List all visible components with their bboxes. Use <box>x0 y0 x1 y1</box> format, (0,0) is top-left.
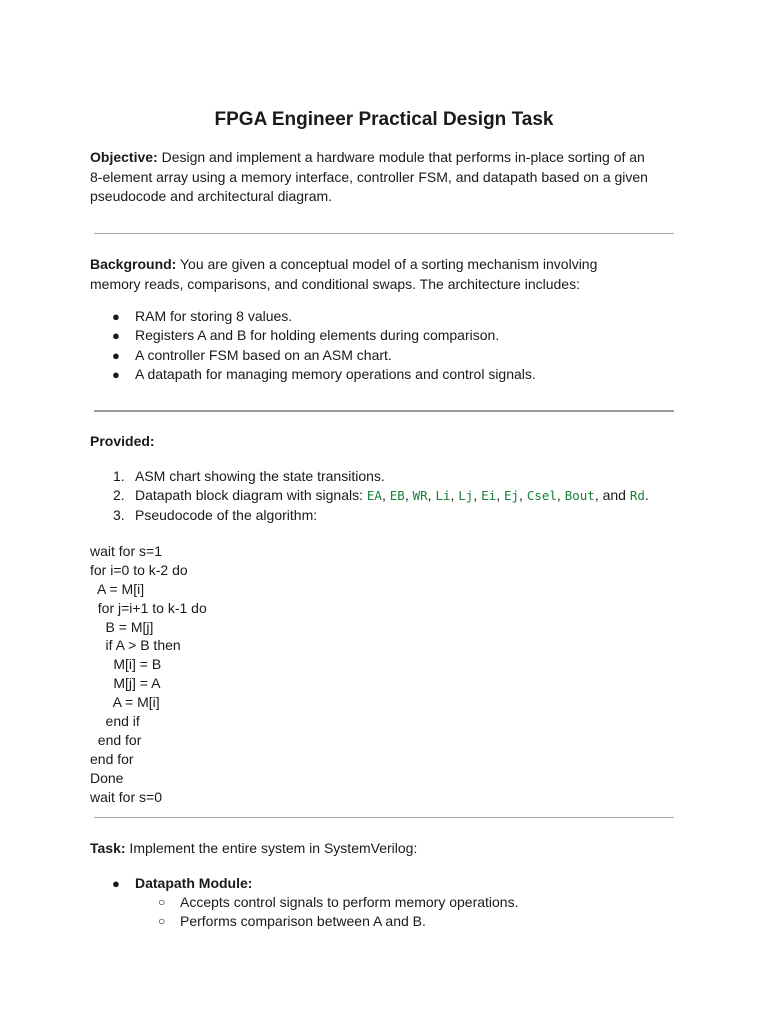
code-line: end if <box>90 713 140 730</box>
bullet-icon: ● <box>112 309 120 324</box>
provided-heading <box>90 432 650 452</box>
bullet-icon: ● <box>112 347 120 363</box>
code-line: end for <box>90 750 134 767</box>
signal-csel: Csel <box>526 488 557 504</box>
code-line: wait for s=1 <box>90 543 162 559</box>
provided-label: Provided: <box>90 433 155 449</box>
datapath-module-label: Datapath Module: <box>135 875 253 891</box>
signal-eb: EB <box>389 488 405 504</box>
bullet-icon: ● <box>112 876 120 891</box>
background-paragraph <box>90 255 650 294</box>
background-label: Background: <box>90 256 177 272</box>
signal-ea: EA <box>366 488 382 504</box>
code-line: for i=0 to k-2 do <box>90 561 188 578</box>
objective-paragraph <box>90 148 650 207</box>
divider-3 <box>94 817 674 818</box>
hollow-bullet-icon: ○ <box>158 895 166 909</box>
task-label: Task: <box>90 840 126 856</box>
hollow-bullet-icon: ○ <box>158 914 166 929</box>
signal-wr: WR <box>412 488 428 504</box>
signals-line: Datapath block diagram with signals: EA, EB, WR, Li, Lj, Ei, Ej, Csel, Bout, and Rd. <box>135 487 649 504</box>
code-line: M[j] = A <box>90 675 161 692</box>
divider-2 <box>94 410 674 412</box>
signal-ei: Ei <box>481 488 497 504</box>
bullet-icon: ● <box>112 366 120 382</box>
code-line: end for <box>90 731 142 748</box>
objective-text: Design and implement a hardware module that performs in-place sorting of an 8-element array using a memory interface, controller FSM, and datapath based on a given pseudocode and architectural diagram. <box>90 149 648 204</box>
document-title: FPGA Engineer Practical Design Task <box>214 109 554 130</box>
code-line: B = M[j] <box>90 618 154 635</box>
signal-li: Li <box>435 488 451 504</box>
task-paragraph <box>90 839 650 859</box>
code-line: A = M[i] <box>90 694 160 711</box>
code-line: for j=i+1 to k-1 do <box>90 599 207 616</box>
code-line: wait for s=0 <box>90 788 162 805</box>
document-page: FPGA Engineer Practical Design Task Objective: Design and implement a hardware module that performs in-place sorting of an 8-element array using a memory interface, controller FSM, and datapath based on a given pseudocode and architectural diagram. Background: You are given a conceptual model of a sorting mechanism involving memory reads, comparisons, and conditional swaps. The architecture includes: ● RAM for storing 8 values. ● Registers A and B for holding elements during comparison. ● A controller FSM based on an ASM chart. ● A datapath for managing memory operations and control signals. Provided: 1. ASM chart showing the state transitions. 2. Datapath block diagram with signals: EA, EB, WR, Li, Lj, Ei, Ej, Csel, Bout, and Rd. 3. Pseudocode of the algorithm: wait for s=1 for i=0 to k-2 do A = M[i] for j=i+1 to k-1 do B = M[j] if A > B then M[i] = B M[j] = A A = M[i] end if end for end for Done wait for s=0 Task: Implement the entire system in SystemVerilog: ● Datapath Module: ○ Accepts control signals to perform memory operations. ○ Performs comparison between A and B. <box>0 0 768 1024</box>
bullet-icon: ● <box>112 328 120 344</box>
divider-1 <box>94 233 674 234</box>
signal-lj: Lj <box>458 488 474 504</box>
signal-bout: Bout <box>564 488 595 504</box>
task-text: Implement the entire system in SystemVerilog: <box>125 840 418 856</box>
background-text: You are given a conceptual model of a sorting mechanism involving memory reads, comparisons, and conditional swaps. The architecture includes: <box>90 256 598 292</box>
signal-ej: Ej <box>503 488 520 504</box>
objective-label: Objective: <box>90 149 158 165</box>
code-line: if A > B then <box>90 637 181 654</box>
code-line: Done <box>90 769 124 786</box>
pseudocode-block <box>90 542 207 806</box>
code-line: M[i] = B <box>90 656 162 673</box>
signal-rd: Rd <box>629 488 645 504</box>
code-line: A = M[i] <box>90 580 145 597</box>
